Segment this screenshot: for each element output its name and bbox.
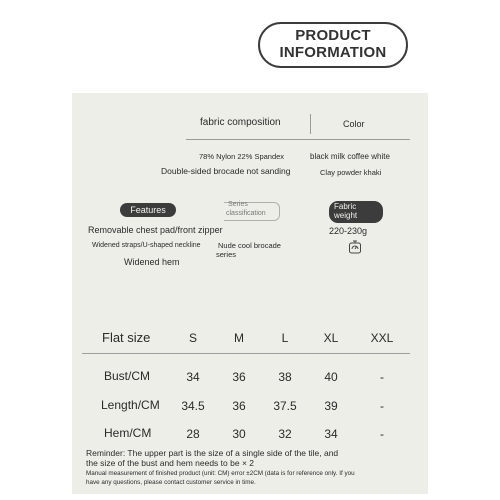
- fabric-line-2: Double-sided brocade not sanding: [161, 166, 291, 176]
- reminder-line-1: Reminder: The upper part is the size of a single side of the tile, and: [86, 448, 339, 458]
- size-header-m: M: [234, 331, 244, 345]
- features-badge: Features: [120, 203, 176, 217]
- bust-s: 34: [186, 370, 200, 384]
- fabric-weight-line-1: Fabric: [334, 202, 357, 211]
- bust-xxl: -: [380, 370, 384, 384]
- size-header-xl: XL: [323, 331, 339, 345]
- title-line-2: INFORMATION: [279, 44, 387, 61]
- size-header-xxl: XXL: [370, 331, 394, 345]
- header-divider: [310, 114, 311, 134]
- series-label-line-2: classification: [226, 210, 266, 217]
- length-s: 34.5: [181, 399, 205, 413]
- size-header-s: S: [188, 331, 197, 345]
- feature-item-3: Widened hem: [124, 257, 180, 267]
- hem-xxl: -: [380, 427, 384, 441]
- table-divider: [82, 353, 410, 354]
- reminder-line-3: Manual measurement of finished product (unit: CM) error ±2CM (data is for reference only. If you: [86, 470, 355, 477]
- reminder-line-2: the size of the bust and hem needs to be × 2: [86, 458, 254, 468]
- fabric-line-1: 78% Nylon 22% Spandex: [199, 152, 285, 161]
- bust-l: 38: [278, 370, 292, 384]
- hem-l: 32: [278, 427, 292, 441]
- bust-m: 36: [232, 370, 246, 384]
- color-line-1: black milk coffee white: [310, 152, 390, 161]
- title-line-1: PRODUCT: [295, 27, 371, 44]
- fabric-composition-header: fabric composition: [200, 117, 281, 128]
- length-l: 37.5: [273, 399, 297, 413]
- size-header-l: L: [281, 331, 289, 345]
- fabric-weight-badge: [329, 201, 383, 223]
- series-value-line-2: series: [216, 250, 237, 259]
- color-header: Color: [343, 119, 365, 129]
- fabric-weight-line-2: weight: [334, 211, 358, 220]
- length-m: 36: [232, 399, 246, 413]
- color-line-2: Clay powder khaki: [320, 168, 382, 177]
- hem-m: 30: [232, 427, 246, 441]
- bust-xl: 40: [324, 370, 338, 384]
- length-xxl: -: [380, 399, 384, 413]
- feature-item-2: Widened straps/U-shaped neckline: [92, 242, 201, 249]
- length-xl: 39: [324, 399, 338, 413]
- reminder-line-4: have any questions, please contact customer service in time.: [86, 479, 256, 486]
- hem-row-label: Hem/CM: [104, 426, 152, 440]
- bust-row-label: Bust/CM: [104, 369, 151, 383]
- feature-item-1: Removable chest pad/front zipper: [88, 225, 223, 235]
- fabric-weight-value: 220-230g: [329, 226, 368, 236]
- hem-xl: 34: [324, 427, 338, 441]
- flat-size-header: Flat size: [102, 330, 151, 345]
- scale-icon: [348, 240, 362, 254]
- product-information-title: [258, 22, 408, 68]
- hem-s: 28: [186, 427, 200, 441]
- series-label-line-1: Series: [228, 201, 248, 208]
- series-value-line-1: Nude cool brocade: [218, 241, 281, 250]
- length-row-label: Length/CM: [101, 398, 160, 412]
- header-underline: [186, 139, 410, 140]
